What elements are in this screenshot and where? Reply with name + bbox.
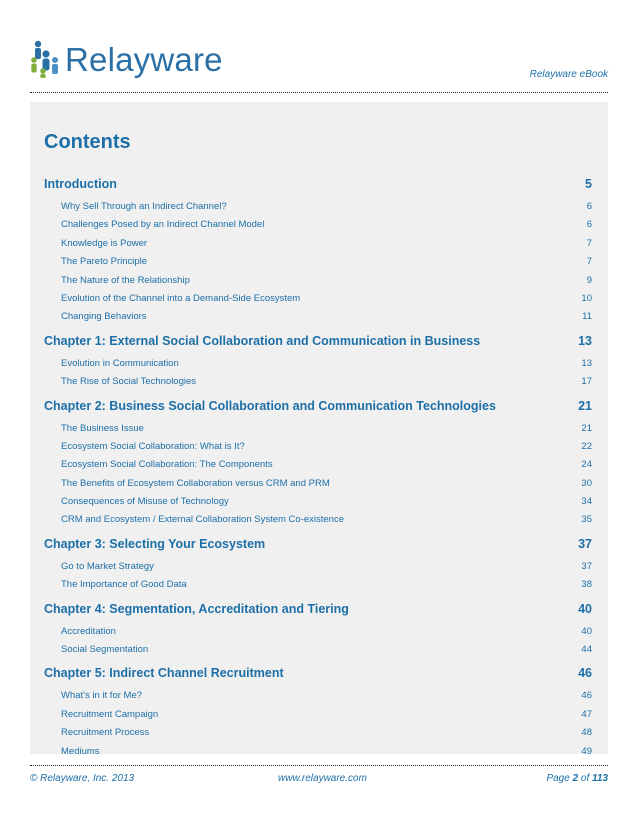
ebook-label: Relayware eBook: [529, 69, 608, 80]
toc-chapter-page: 21: [578, 398, 592, 413]
logo-wordmark: Relayware: [65, 40, 223, 78]
page-of: of: [580, 773, 590, 784]
toc-section-title: Changing Behaviors: [61, 311, 147, 323]
website-link[interactable]: www.relayware.com: [278, 773, 367, 784]
toc-section-title: Social Segmentation: [61, 644, 149, 656]
page-header: [0, 0, 638, 92]
relayware-logo: [30, 40, 223, 78]
toc-section-page: 46: [581, 690, 592, 702]
toc-section-link[interactable]: [44, 493, 592, 511]
toc-section-title: Mediums: [61, 745, 100, 757]
toc-section-link[interactable]: [44, 724, 592, 742]
page-total: 113: [592, 773, 608, 784]
toc-section-link[interactable]: [44, 623, 592, 641]
toc-section-link[interactable]: [44, 235, 592, 253]
toc-section-page: 37: [581, 560, 592, 572]
toc-chapter: [44, 595, 592, 660]
toc-section-page: 47: [581, 708, 592, 720]
toc-section-title: Challenges Posed by an Indirect Channel Model: [61, 219, 265, 231]
toc-section-page: 34: [581, 496, 592, 508]
toc-section-link[interactable]: [44, 290, 592, 308]
toc-section-link[interactable]: [44, 253, 592, 271]
toc-section-title: Ecosystem Social Collaboration: The Components: [61, 459, 273, 471]
toc-chapter-title: Chapter 4: Segmentation, Accreditation and Tiering: [44, 601, 349, 616]
toc-section-link[interactable]: [44, 743, 592, 761]
toc-section-title: The Nature of the Relationship: [61, 274, 190, 286]
toc-section-link[interactable]: [44, 558, 592, 576]
toc-section-page: 10: [581, 292, 592, 304]
toc-chapter-page: 40: [578, 601, 592, 616]
toc-section-link[interactable]: [44, 576, 592, 594]
toc-section-page: 44: [581, 644, 592, 656]
toc-chapter-link[interactable]: [44, 170, 592, 198]
toc-section-title: CRM and Ecosystem / External Collaboration System Co-existence: [61, 514, 345, 526]
toc-chapter-title: Chapter 3: Selecting Your Ecosystem: [44, 536, 266, 551]
toc-chapter-title: Chapter 5: Indirect Channel Recruitment: [44, 666, 284, 681]
toc-section-page: 30: [581, 477, 592, 489]
toc-section-title: Evolution of the Channel into a Demand-Side Ecosystem: [61, 292, 301, 304]
toc-section-page: 6: [586, 201, 592, 212]
toc-section-link[interactable]: [44, 355, 592, 373]
toc-section-page: 7: [586, 256, 592, 268]
toc-section-link[interactable]: [44, 641, 592, 659]
toc-chapter-link[interactable]: [44, 327, 592, 355]
copyright-text: © Relayware, Inc. 2013: [30, 773, 135, 784]
toc-chapter-page: 46: [578, 666, 592, 681]
toc-section-link[interactable]: [44, 308, 592, 326]
toc-section-page: 21: [581, 422, 592, 434]
toc-section-link[interactable]: [44, 198, 592, 216]
toc-chapter-page: 13: [578, 333, 592, 348]
toc-section-page: 22: [581, 440, 592, 452]
toc-section-link[interactable]: [44, 438, 592, 456]
toc-chapter-title: Chapter 2: Business Social Collaboration and Communication Technologies: [44, 398, 496, 413]
toc-section-link[interactable]: [44, 373, 592, 391]
toc-section-page: 6: [586, 219, 592, 231]
toc-section-title: The Pareto Principle: [61, 256, 148, 268]
toc-section-title: Accreditation: [61, 625, 116, 637]
toc-chapter-link[interactable]: [44, 595, 592, 623]
toc-chapter: [44, 327, 592, 392]
page-prefix: Page: [546, 773, 570, 784]
toc-section-title: Evolution in Communication: [61, 357, 179, 369]
toc-chapter: [44, 530, 592, 595]
page-current: 2: [572, 773, 579, 784]
toc-section-title: The Rise of Social Technologies: [61, 376, 197, 388]
toc-section-link[interactable]: [44, 420, 592, 438]
toc-chapter-link[interactable]: [44, 392, 592, 420]
toc-section-page: 49: [581, 745, 592, 757]
page-indicator: [546, 773, 608, 784]
toc-section-title: What's in it for Me?: [61, 690, 143, 702]
table-of-contents: [44, 170, 592, 761]
contents-title: Contents: [44, 131, 131, 153]
toc-section-page: 11: [582, 311, 592, 323]
toc-section-link[interactable]: [44, 272, 592, 290]
toc-chapter: [44, 659, 592, 761]
toc-section-page: 7: [586, 237, 592, 249]
toc-section-page: 40: [581, 625, 592, 637]
toc-chapter-title: Introduction: [44, 177, 117, 191]
toc-section-title: Recruitment Process: [61, 727, 150, 739]
toc-section-link[interactable]: [44, 687, 592, 705]
toc-chapter-link[interactable]: [44, 530, 592, 558]
toc-section-page: 17: [581, 376, 592, 388]
toc-section-link[interactable]: [44, 511, 592, 529]
toc-chapter-page: 5: [585, 177, 592, 191]
toc-section-title: Ecosystem Social Collaboration: What is It?: [61, 440, 245, 452]
toc-section-page: 24: [581, 459, 592, 471]
footer-divider: [30, 765, 608, 766]
toc-chapter: [44, 392, 592, 530]
toc-section-page: 9: [586, 274, 592, 286]
header-divider: [30, 92, 608, 93]
toc-section-title: Why Sell Through an Indirect Channel?: [61, 201, 227, 212]
toc-chapter-page: 37: [578, 536, 592, 551]
toc-section-link[interactable]: [44, 456, 592, 474]
toc-section-title: The Importance of Good Data: [61, 579, 187, 591]
toc-section-page: 38: [581, 579, 592, 591]
people-network-icon: [30, 40, 60, 78]
toc-section-title: Go to Market Strategy: [61, 560, 154, 572]
toc-section-page: 48: [581, 727, 592, 739]
toc-section-title: Recruitment Campaign: [61, 708, 159, 720]
toc-section-title: The Business Issue: [61, 422, 144, 434]
toc-section-title: The Benefits of Ecosystem Collaboration versus CRM and PRM: [61, 477, 330, 489]
toc-section-page: 13: [581, 357, 592, 369]
toc-section-link[interactable]: [44, 216, 592, 234]
toc-chapter-link[interactable]: [44, 659, 592, 687]
toc-section-link[interactable]: [44, 475, 592, 493]
toc-chapter-title: Chapter 1: External Social Collaboration and Communication in Business: [44, 333, 481, 348]
toc-section-title: Consequences of Misuse of Technology: [61, 496, 229, 508]
toc-section-link[interactable]: [44, 706, 592, 724]
toc-section-title: Knowledge is Power: [61, 237, 148, 249]
toc-section-page: 35: [581, 514, 592, 526]
toc-chapter: [44, 170, 592, 327]
